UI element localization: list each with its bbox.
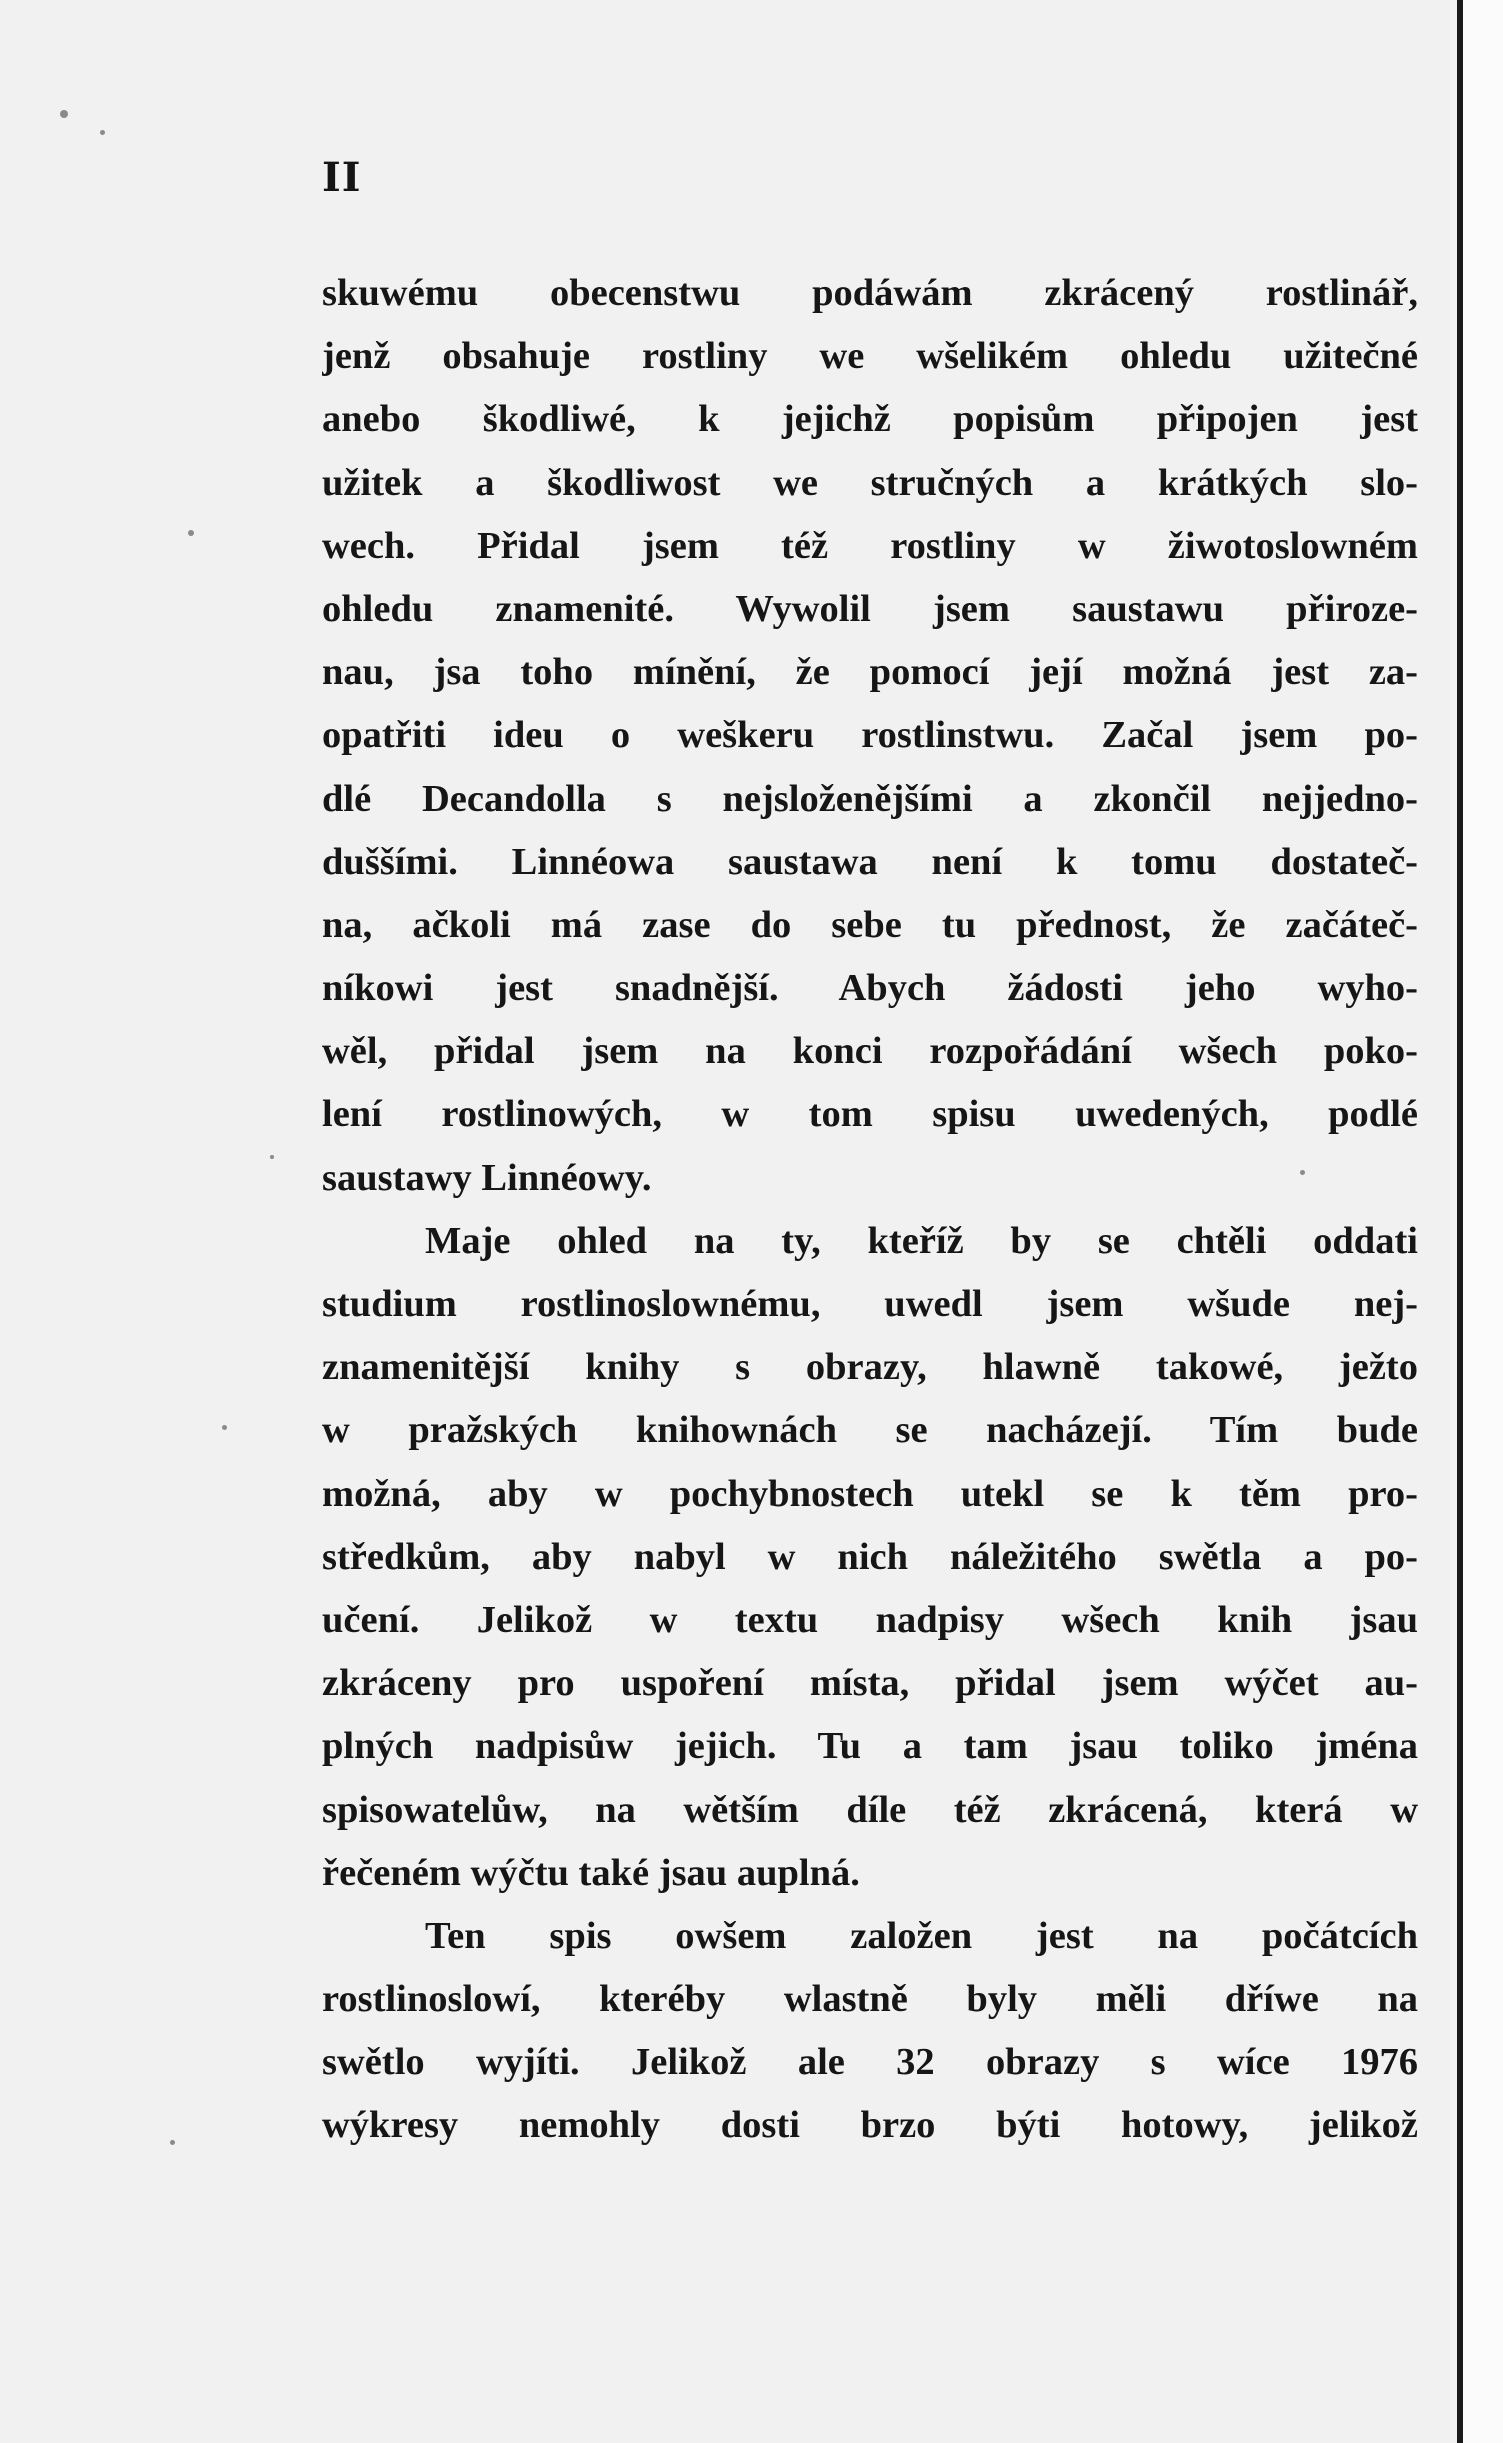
text-line: spisowatelůw, na wětším díle též zkrácená, která w <box>322 1788 1418 1831</box>
text-line: studium rostlinoslownému, uwedl jsem wšude nej- <box>322 1283 1418 1325</box>
text-line: opatřiti ideu o weškeru rostlinstwu. Začal jsem po- <box>322 714 1418 757</box>
paper-speck <box>270 1155 274 1159</box>
text-line: skuwému obecenstwu podáwám zkrácený rostlinář, <box>322 272 1418 314</box>
paper-speck <box>100 130 105 135</box>
text-line: středkům, aby nabyl w nich náležitého swětla a po- <box>322 1535 1418 1578</box>
scan-margin <box>1463 0 1503 2443</box>
text-line: lení rostlinowých, w tom spisu uwedených, podlé <box>322 1093 1418 1136</box>
text-line: možná, aby w pochybnostech utekl se k těm pro- <box>322 1472 1418 1515</box>
text-line: wech. Přidal jsem též rostliny w žiwotoslowném <box>322 524 1418 567</box>
body-text <box>322 262 1418 2158</box>
text-line: znamenitější knihy s obrazy, hlawně takowé, ježto <box>322 1346 1418 1389</box>
text-line: anebo škodliwé, k jejichž popisům připojen jest <box>322 398 1418 441</box>
text-line: swětlo wyjíti. Jelikož ale 32 obrazy s wíce 1976 <box>322 2041 1418 2084</box>
text-line: wýkresy nemohly dosti brzo býti hotowy, jelikož <box>322 2104 1418 2147</box>
paper-speck <box>1300 1170 1305 1175</box>
paper-speck <box>170 2140 175 2145</box>
paper-speck <box>60 110 68 118</box>
text-line: řečeném wýčtu také jsau auplná. <box>322 1851 860 1894</box>
text-line: Maje ohled na ty, kteříž by se chtěli oddati <box>425 1219 1418 1262</box>
text-line: níkowi jest snadnější. Abych žádosti jeho wyho- <box>322 967 1418 1010</box>
text-line: dlé Decandolla s nejsloženějšími a zkončil nejjedno- <box>322 777 1418 820</box>
text-line: učení. Jelikož w textu nadpisy wšech knih jsau <box>322 1598 1418 1641</box>
text-line: jenž obsahuje rostliny we wšelikém ohledu užitečné <box>322 335 1418 378</box>
text-line: ohledu znamenité. Wywolil jsem saustawu přiroze- <box>322 587 1418 630</box>
text-line: wěl, přidal jsem na konci rozpořádání wšech poko- <box>322 1030 1418 1073</box>
text-line: zkráceny pro uspoření místa, přidal jsem wýčet au- <box>322 1662 1418 1705</box>
text-line: duššími. Linnéowa saustawa není k tomu dostateč- <box>322 840 1418 883</box>
text-line: plných nadpisůw jejich. Tu a tam jsau toliko jména <box>322 1725 1418 1768</box>
paper-speck <box>222 1425 227 1430</box>
paper-speck <box>188 530 194 536</box>
text-line: užitek a škodliwost we stručných a krátkých slo- <box>322 461 1418 504</box>
text-line: w pražských knihownách se nacházejí. Tím bude <box>322 1409 1418 1452</box>
text-line: rostlinoslowí, kteréby wlastně byly měli dříwe na <box>322 1978 1418 2021</box>
text-line: na, ačkoli má zase do sebe tu přednost, že začáteč- <box>322 903 1418 946</box>
page-number: II <box>322 154 362 201</box>
text-line: nau, jsa toho mínění, že pomocí její možná jest za- <box>322 651 1418 694</box>
text-line: Ten spis owšem založen jest na počátcích <box>425 1914 1418 1957</box>
text-line: saustawy Linnéowy. <box>322 1156 652 1199</box>
